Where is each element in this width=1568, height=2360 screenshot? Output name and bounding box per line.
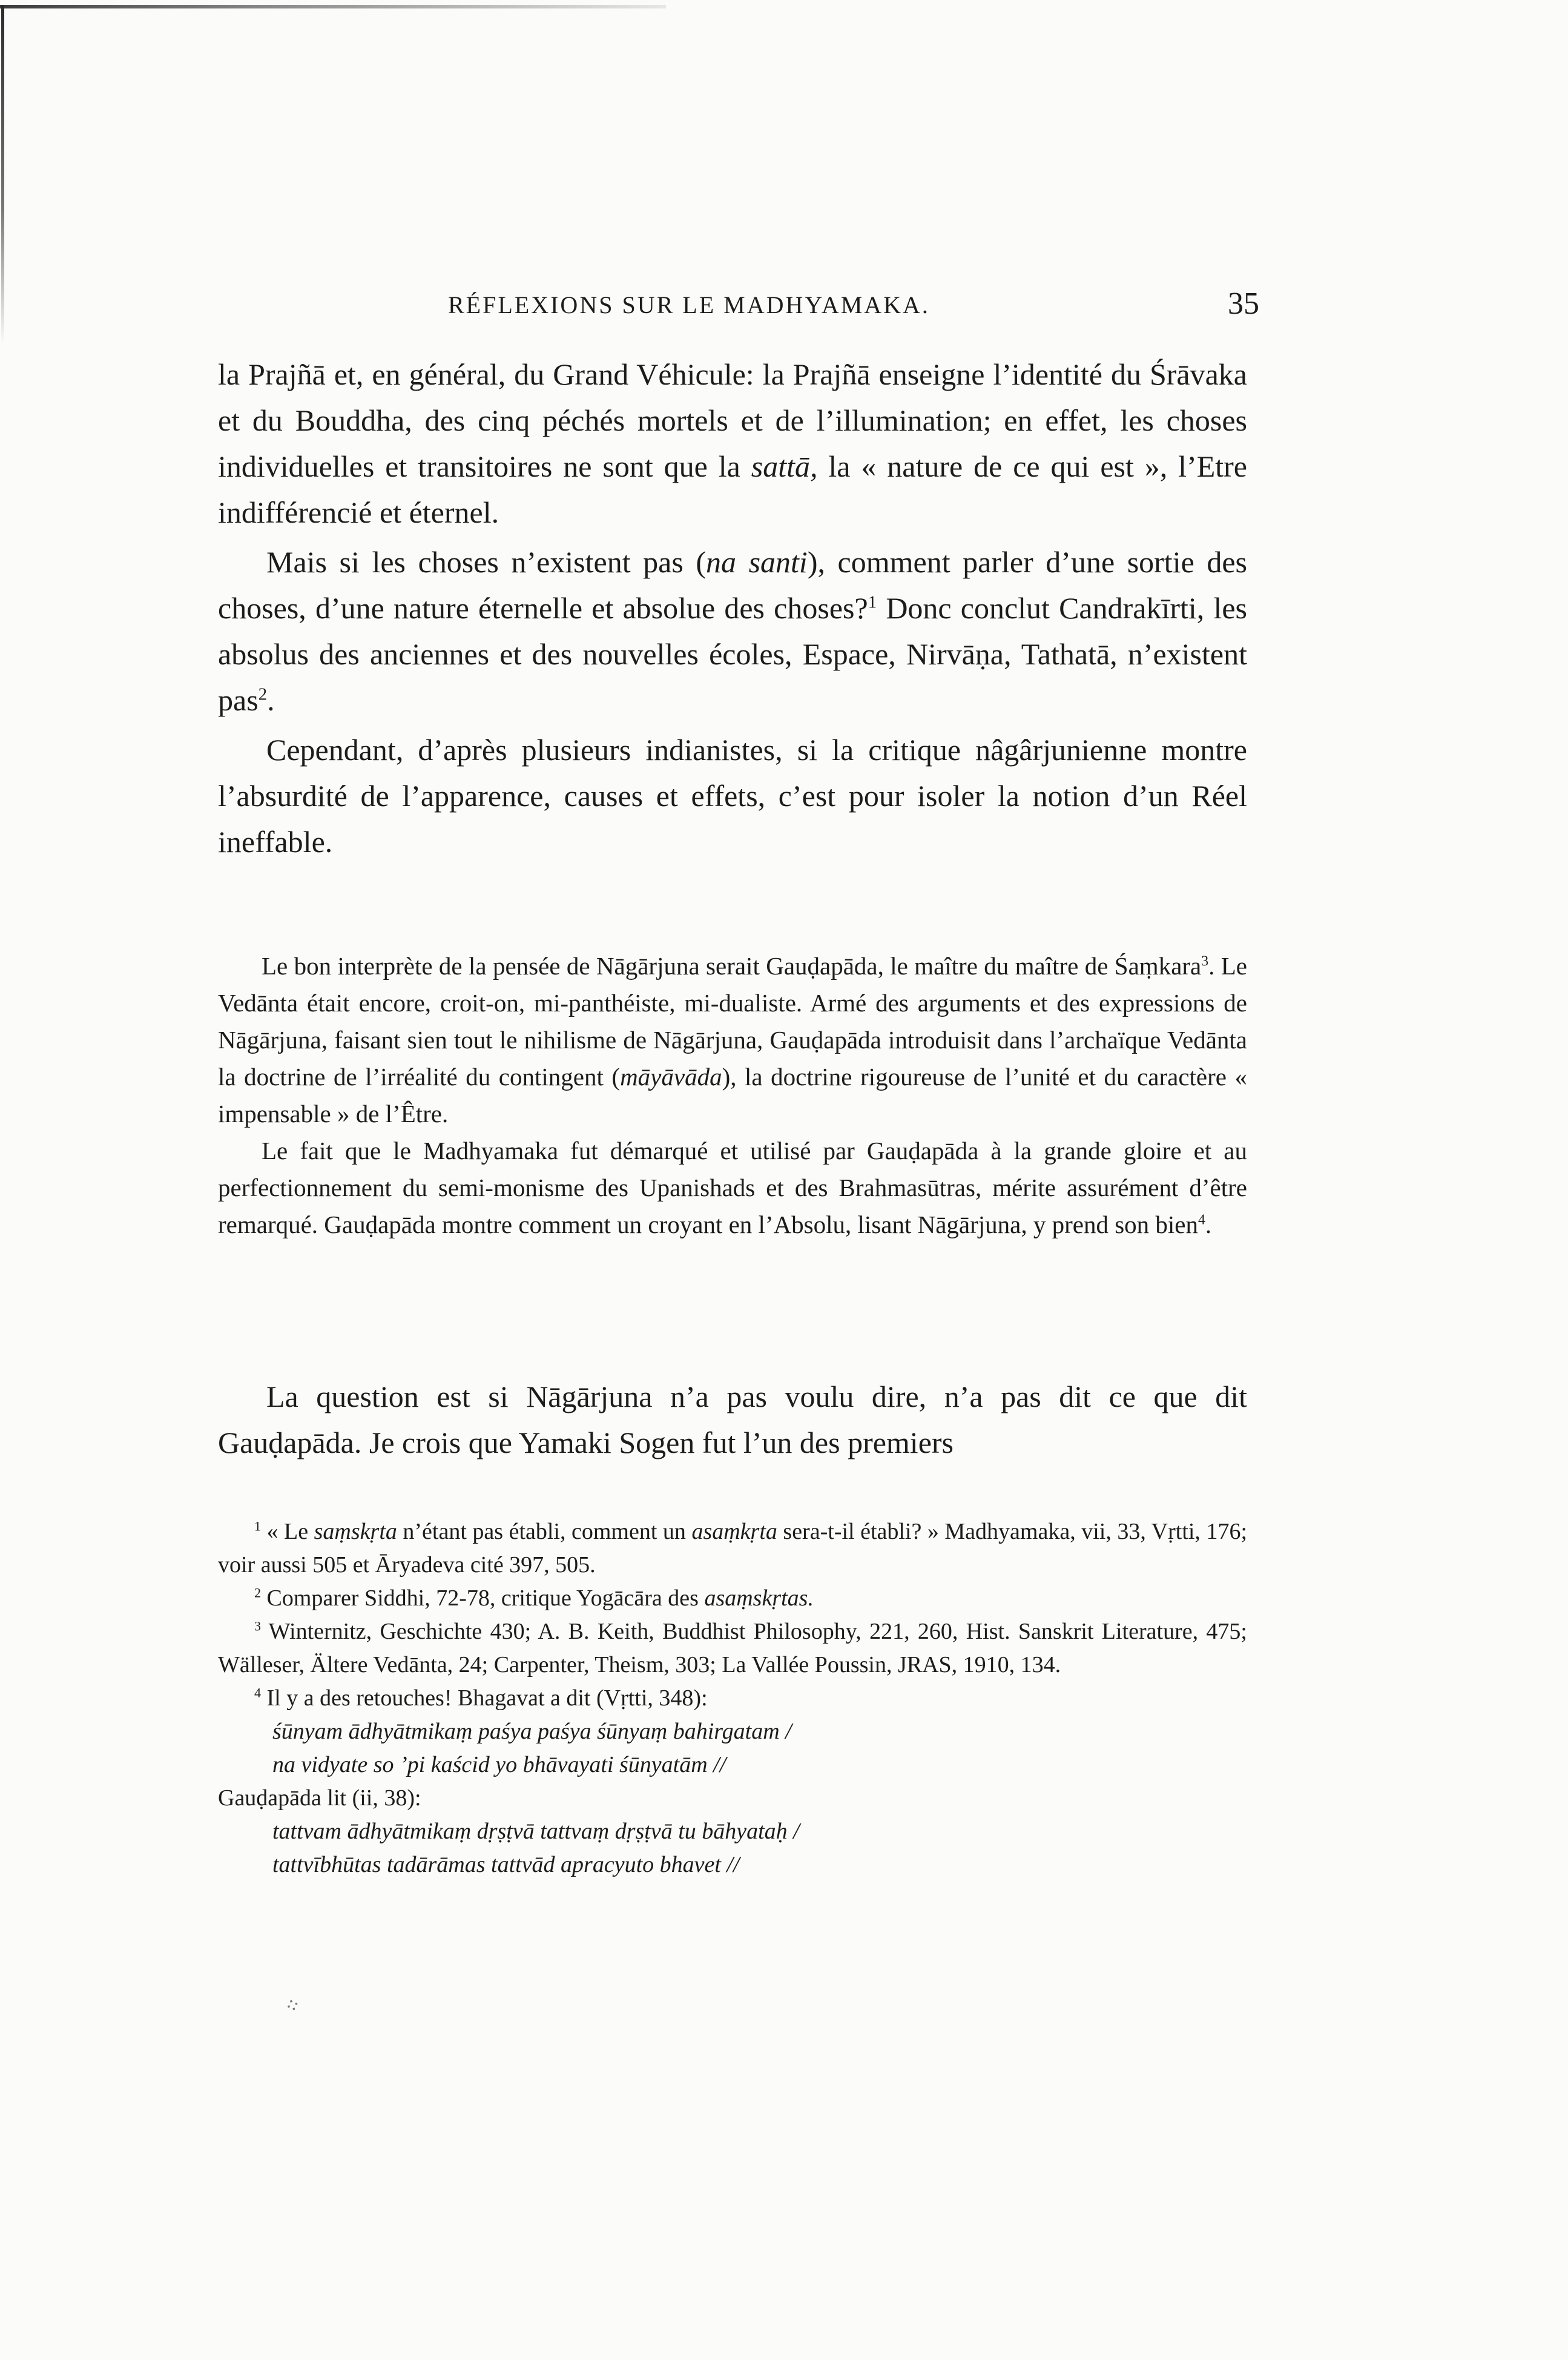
running-title: RÉFLEXIONS SUR LE MADHYAMAKA. <box>448 291 930 319</box>
verse-line-4: tattvībhūtas tadārāmas tattvād apracyuto bhavet // <box>272 1852 740 1877</box>
conclusion-paragraph: La question est si Nāgārjuna n’a pas voulu dire, n’a pas dit ce que dit Gauḍapāda. Je crois que Yamaki Sogen fut l’un des premiers <box>218 1380 1247 1459</box>
page-number: 35 <box>1228 286 1259 321</box>
small-print-section <box>218 948 1247 1243</box>
scan-edge-left <box>1 5 4 344</box>
footnote-2: $^2$ Comparer Siddhi, 72-78, critique Yogācāra des asaṃskṛtas. <box>254 1585 814 1611</box>
scan-edge-top <box>0 5 666 8</box>
footnote-ref-1: 1 <box>868 592 877 612</box>
small-paragraph-1: Le bon interprète de la pensée de Nāgārjuna serait Gauḍapāda, le maître du maître de Śaṃkara$^3$. Le Vedānta était encore, croit-on, mi-panthéiste, mi-dualiste. Armé des arguments et des expressions de Nāgārjuna, faisant sien tout le nihilisme de Nāgārjuna, Gauḍapāda introduisit dans l’archaïque Vedānta la doctrine de l’irréalité du contingent (māyāvāda), la doctrine rigoureuse de l’unité et du caractère « impensable » de l’Être. <box>218 952 1248 1128</box>
footnotes <box>218 1515 1247 1882</box>
running-head <box>218 280 1259 328</box>
verse-line-3: tattvam ādhyātmikaṃ dṛṣṭvā tattvaṃ dṛṣṭvā tu bāhyataḥ / <box>272 1819 800 1844</box>
footnote-4-continuation: Gauḍapāda lit (ii, 38): <box>218 1785 421 1811</box>
footnote-4: $^4$ Il y a des retouches! Bhagavat a dit (Vṛtti, 348): <box>254 1685 708 1711</box>
main-text <box>218 351 1247 865</box>
verse-line-1: śūnyam ādhyātmikaṃ paśya paśya śūnyaṃ bahirgatam / <box>272 1719 792 1744</box>
footnote-3: $^3$ Winternitz, Geschichte 430; A. B. Keith, Buddhist Philosophy, 221, 260, Hist. Sanskrit Literature, 475; Wälleser, Ältere Vedānta, 24; Carpenter, Theism, 303; La Vallée Poussin, JRAS, 1910, 134. <box>218 1618 1247 1677</box>
footnote-ref-4: 4 <box>1198 1212 1205 1228</box>
ink-smudge-mark: ⁘ <box>281 1992 305 2020</box>
paragraph-1: la Prajñā et, en général, du Grand Véhicule: la Prajñā enseigne l’identité du Śrāvaka et du Bouddha, des cinq péchés mortels et de l’illumination; en effet, les choses individuelles et transitoires ne sont que la sattā, la « nature de ce qui est », l’Etre indifférencié et éternel. <box>218 357 1247 529</box>
verse-line-2: na vidyate so ’pi kaścid yo bhāvayati śūnyatām // <box>272 1752 726 1777</box>
footnote-1: $^1$ « Le saṃskṛta n’étant pas établi, comment un asaṃkṛta sera-t-il établi? » Madhyamaka, vii, 33, Vṛtti, 176; voir aussi 505 et Āryadeva cité 397, 505. <box>218 1518 1248 1578</box>
paragraph-3: Cependant, d’après plusieurs indianistes, si la critique nâgârjunienne montre l’absurdité de l’apparence, causes et effets, c’est pour isoler la notion d’un Réel ineffable. <box>218 733 1247 859</box>
footnote-ref-2: 2 <box>258 684 268 704</box>
footnote-ref-3: 3 <box>1201 953 1209 970</box>
paragraph-2: Mais si les choses n’existent pas (na santi), comment parler d’une sortie des choses, d’une nature éternelle et absolue des choses?$^1$ Donc conclut Candrakīrti, les absolus des anciennes et des nouvelles écoles, Espace, Nirvāṇa, Tathatā, n’existent pas$^2$. <box>218 545 1247 717</box>
small-paragraph-2: Le fait que le Madhyamaka fut démarqué et utilisé par Gauḍapāda à la grande gloire et au perfectionnement du semi-monisme des Upanishads et des Brahmasūtras, mérite assurément d’être remarqué. Gauḍapāda montre comment un croyant en l’Absolu, lisant Nāgārjuna, y prend son bien$^4$. <box>218 1137 1247 1238</box>
